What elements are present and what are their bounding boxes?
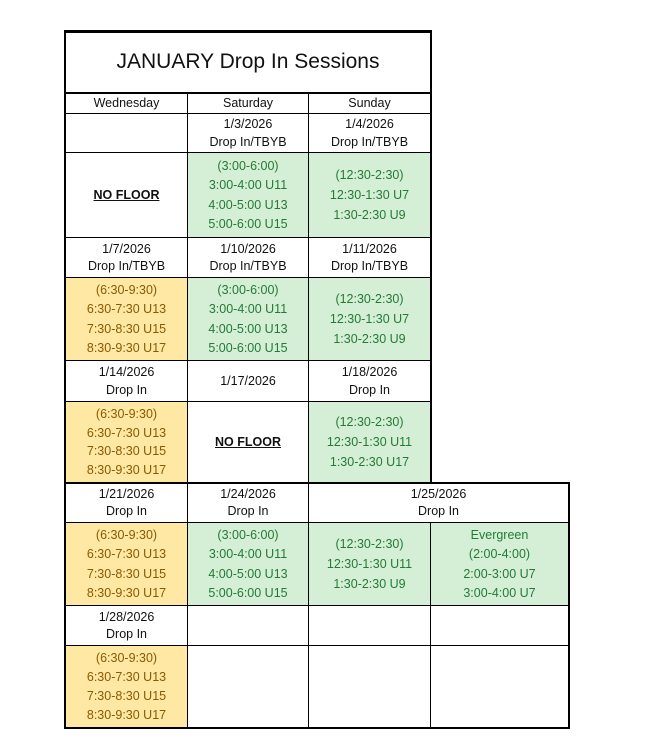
week4-wed-date: 1/21/2026 Drop In [66, 483, 187, 522]
week3-sun-date: 1/18/2026 Drop In [309, 361, 430, 401]
week1-sun-session: (12:30-2:30) 12:30-1:30 U7 1:30-2:30 U9 [309, 153, 430, 237]
title-text: JANUARY Drop In Sessions [116, 50, 380, 73]
week1-sat-date: 1/3/2026 Drop In/TBYB [188, 114, 308, 152]
header-sunday: Sunday [309, 93, 430, 113]
week1-sun-date: 1/4/2026 Drop In/TBYB [309, 114, 430, 152]
week2-wed-date: 1/7/2026 Drop In/TBYB [66, 238, 187, 277]
week1-wed-session: NO FLOOR [66, 153, 187, 237]
week4-wed-session: (6:30-9:30) 6:30-7:30 U13 7:30-8:30 U15 8:30-9:30 U17 [66, 523, 187, 605]
header-wednesday: Wednesday [66, 93, 187, 113]
week4-sun-date: 1/25/2026 Drop In [309, 483, 568, 522]
week2-sun-session: (12:30-2:30) 12:30-1:30 U7 1:30-2:30 U9 [309, 278, 430, 360]
week5-wed-session: (6:30-9:30) 6:30-7:30 U13 7:30-8:30 U15 8:30-9:30 U17 [66, 646, 187, 727]
week2-sat-date: 1/10/2026 Drop In/TBYB [188, 238, 308, 277]
week4-evergreen-session: Evergreen (2:00-4:00) 2:00-3:00 U7 3:00-4:00 U7 [431, 523, 568, 605]
week1-wed-date [66, 114, 187, 152]
page-title [66, 32, 430, 92]
week4-sun-session: (12:30-2:30) 12:30-1:30 U11 1:30-2:30 U9 [309, 523, 430, 605]
week3-wed-session: (6:30-9:30) 6:30-7:30 U13 7:30-8:30 U15 8:30-9:30 U17 [66, 402, 187, 482]
week3-wed-date: 1/14/2026 Drop In [66, 361, 187, 401]
week2-wed-session: (6:30-9:30) 6:30-7:30 U13 7:30-8:30 U15 8:30-9:30 U17 [66, 278, 187, 360]
week1-sat-session: (3:00-6:00) 3:00-4:00 U11 4:00-5:00 U13 5:00-6:00 U15 [188, 153, 308, 237]
week2-sat-session: (3:00-6:00) 3:00-4:00 U11 4:00-5:00 U13 5:00-6:00 U15 [188, 278, 308, 360]
week4-sat-date: 1/24/2026 Drop In [188, 483, 308, 522]
week5-wed-date: 1/28/2026 Drop In [66, 606, 187, 645]
week3-sat-session: NO FLOOR [188, 402, 308, 482]
week2-sun-date: 1/11/2026 Drop In/TBYB [309, 238, 430, 277]
week3-sun-session: (12:30-2:30) 12:30-1:30 U11 1:30-2:30 U17 [309, 402, 430, 482]
header-saturday: Saturday [188, 93, 308, 113]
week3-sat-date: 1/17/2026 [188, 361, 308, 401]
week4-sat-session: (3:00-6:00) 3:00-4:00 U11 4:00-5:00 U13 5:00-6:00 U15 [188, 523, 308, 605]
